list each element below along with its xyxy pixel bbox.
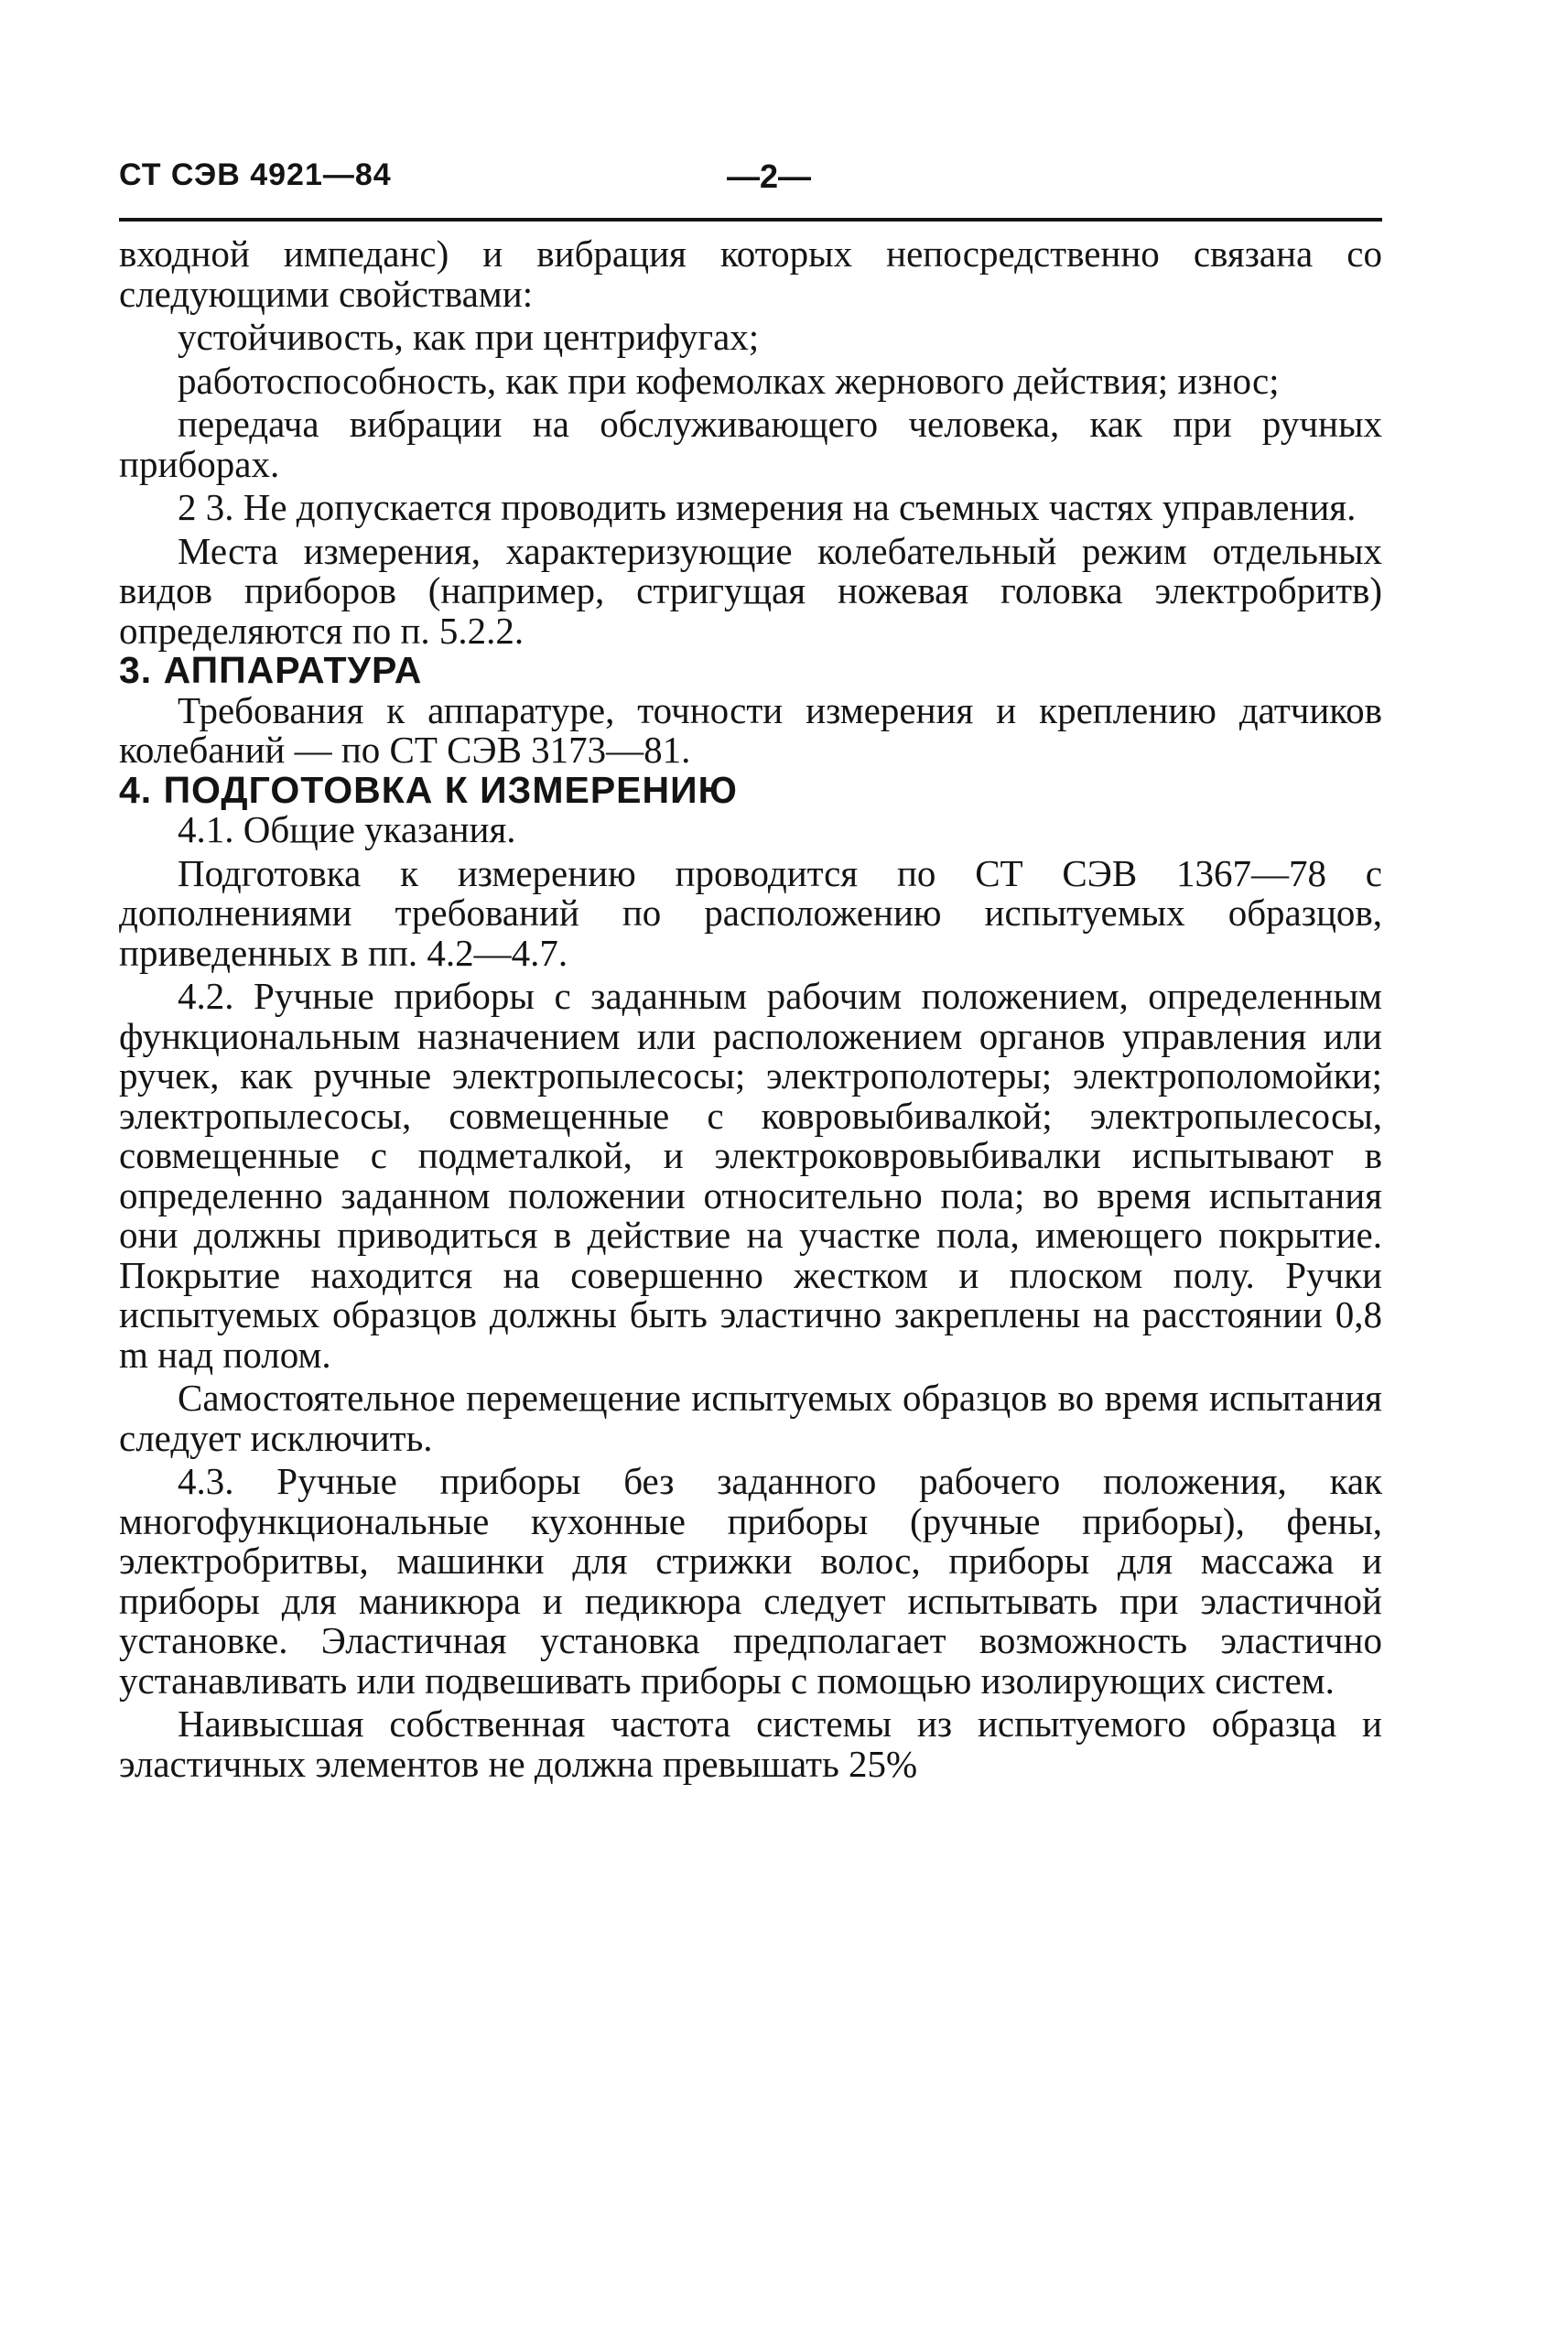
page-number: —2—: [726, 157, 812, 195]
document-body: [119, 234, 1382, 1784]
paragraph: 4.1. Общие указания.: [178, 808, 516, 850]
paragraph: передача вибрации на обслуживающего человека, как при ручных приборах.: [119, 403, 1382, 485]
page-header: [119, 157, 1382, 203]
paragraph: Наивысшая собственная частота системы из испытуемого образца и эластичных элементов не должна превышать 25%: [119, 1703, 1382, 1785]
paragraph: 4.2. Ручные приборы с заданным рабочим положением, определенным функциональным назначением или расположением органов управления или ручек, как ручные электропылесосы; электрополотеры; электрополомойки; электропылесосы, совмещенные с ковровыбивалкой; электропылесосы, совмещенные с подметалкой, и электроковровыбивалки испытывают в определенно заданном положении относительно пола; во время испытания они должны приводиться в действие на участке пола, имеющего покрытие. Покрытие находится на совершенно жестком и плоском полу. Ручки испытуемых образцов должны быть эластично закреплены на расстоянии 0,8 m над полом.: [119, 975, 1382, 1376]
paragraph: входной импеданс) и вибрация которых непосредственно связана со следующими свойствами:: [119, 232, 1382, 315]
paragraph: 4.3. Ручные приборы без заданного рабочего положения, как многофункциональные кухонные приборы (ручные приборы), фены, электробритвы, машинки для стрижки волос, приборы для массажа и приборы для маникюра и педикюра следует испытывать при эластичной установке. Эластичная установка предполагает возможность эластично устанавливать или подвешивать приборы с помощью изолирующих систем.: [119, 1460, 1382, 1702]
document-code: СТ СЭВ 4921—84: [119, 157, 392, 192]
paragraph: Самостоятельное перемещение испытуемых образцов во время испытания следует исключить.: [119, 1377, 1382, 1459]
section-heading: 4. ПОДГОТОВКА К ИЗМЕРЕНИЮ: [119, 768, 738, 811]
section-heading: 3. АППАРАТУРА: [119, 649, 423, 691]
paragraph: Требования к аппаратуре, точности измерения и креплению датчиков колебаний — по СТ СЭВ 3173—81.: [119, 688, 1382, 771]
paragraph: Места измерения, характеризующие колебательный режим отдельных видов приборов (например, стригущая ножевая головка электробритв) определяются по п. 5.2.2.: [119, 529, 1382, 652]
paragraph: работоспособность, как при кофемолках жернового действия; износ;: [178, 359, 1280, 402]
paragraph: 2 3. Не допускается проводить измерения на съемных частях управления.: [178, 486, 1357, 528]
paragraph: устойчивость, как при центрифугах;: [178, 316, 760, 358]
header-divider: [119, 218, 1382, 222]
paragraph: Подготовка к измерению проводится по СТ СЭВ 1367—78 с дополнениями требований по расположению испытуемых образцов, приведенных в пп. 4.2—4.7.: [119, 851, 1382, 974]
